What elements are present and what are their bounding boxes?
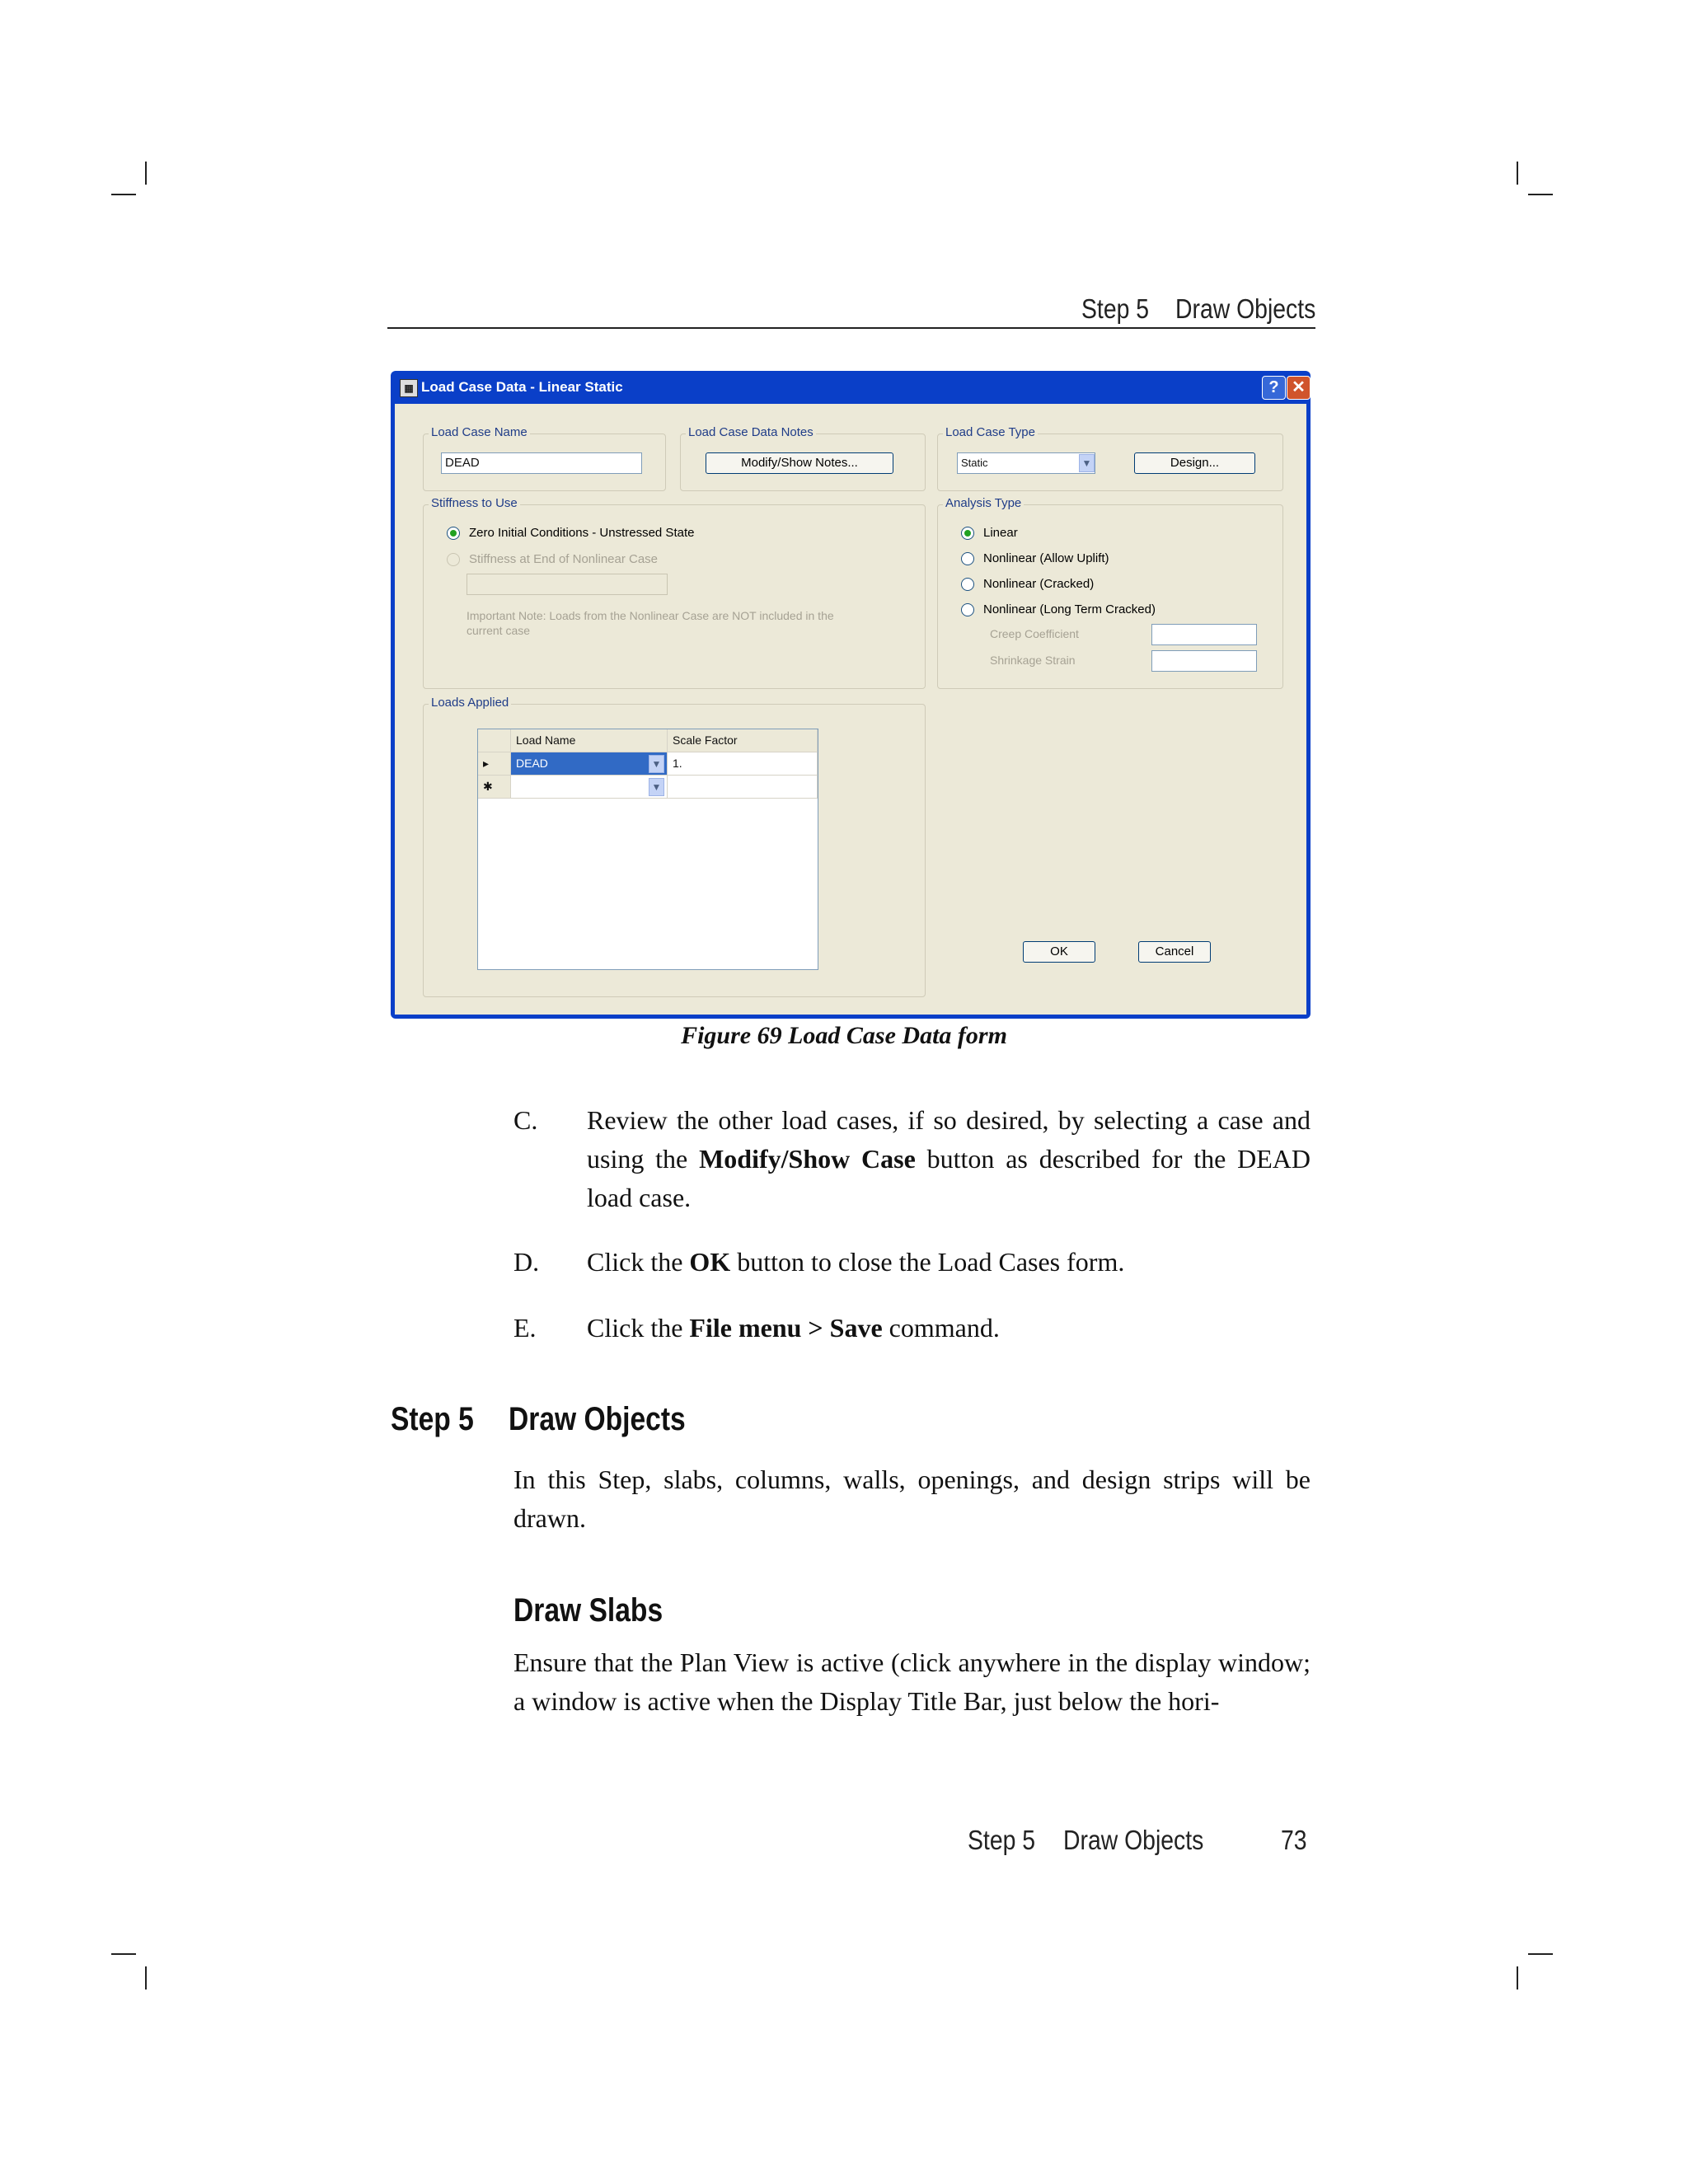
loads-grid[interactable] <box>477 729 818 970</box>
chevron-down-icon[interactable]: ▼ <box>1079 454 1095 472</box>
zero-initial-label: Zero Initial Conditions - Unstressed State <box>469 526 695 540</box>
notes-label: Load Case Data Notes <box>686 425 816 439</box>
item-d-pre: Click the <box>587 1247 690 1277</box>
crop-mark <box>111 1953 136 1955</box>
section-step-label: Step 5 <box>391 1401 474 1437</box>
item-d-letter: D. <box>513 1247 540 1277</box>
header-rule <box>387 327 1315 329</box>
dialog-title: Load Case Data - Linear Static <box>421 379 623 395</box>
stiffness-label: Stiffness to Use <box>429 496 520 510</box>
crop-mark <box>1517 162 1518 185</box>
item-e-bold: File menu > Save <box>689 1313 883 1343</box>
chevron-down-icon[interactable]: ▼ <box>649 778 664 796</box>
linear-radio[interactable] <box>961 527 974 540</box>
item-e-text <box>587 1309 1311 1347</box>
nonlinear-end-radio[interactable] <box>447 553 460 566</box>
running-header-step: Step 5 <box>1081 293 1150 324</box>
new-row-icon: ✱ <box>478 776 511 799</box>
zero-initial-radio[interactable] <box>447 527 460 540</box>
dialog-title-bar[interactable] <box>395 371 1306 404</box>
dialog-client-area <box>395 404 1306 1015</box>
item-e-post: command. <box>882 1313 1000 1343</box>
load-name-cell[interactable]: DEAD <box>511 752 668 776</box>
crop-mark <box>1528 1953 1553 1955</box>
crop-mark <box>145 162 147 185</box>
crop-mark <box>145 1966 147 1990</box>
current-row-icon: ▸ <box>478 752 511 776</box>
app-icon: ▦ <box>400 379 418 397</box>
loads-applied-label: Loads Applied <box>429 696 511 710</box>
chevron-down-icon[interactable]: ▼ <box>649 755 664 773</box>
stiffness-note: Important Note: Loads from the Nonlinear Case are NOT included in the current case <box>467 609 834 637</box>
nonlinear-uplift-label: Nonlinear (Allow Uplift) <box>983 551 1109 565</box>
load-case-type-select[interactable]: Static <box>957 452 1095 474</box>
item-c-letter: C. <box>513 1105 538 1135</box>
section-intro: In this Step, slabs, columns, walls, openings, and design strips will be drawn. <box>513 1465 1311 1533</box>
scale-factor-cell[interactable]: 1. <box>668 752 818 776</box>
load-case-name-label: Load Case Name <box>429 425 530 439</box>
creep-coefficient-label: Creep Coefficient <box>990 627 1079 640</box>
crop-mark <box>111 194 136 195</box>
section-heading: Draw Objects <box>509 1401 686 1437</box>
item-c-pre: Review the other load cases, if so desired, by selecting a case and using the <box>587 1105 1311 1174</box>
shrinkage-strain-label: Shrinkage Strain <box>990 654 1076 667</box>
help-button[interactable]: ? <box>1262 376 1286 400</box>
item-c-bold: Modify/Show Case <box>699 1144 916 1174</box>
subsection-heading: Draw Slabs <box>513 1592 663 1629</box>
load-case-type-label: Load Case Type <box>943 425 1038 439</box>
page-number: 73 <box>1281 1825 1307 1855</box>
item-e-pre: Click the <box>587 1313 690 1343</box>
item-d-bold: OK <box>689 1247 731 1277</box>
item-d-text <box>587 1243 1311 1282</box>
close-button[interactable]: ✕ <box>1287 376 1311 400</box>
running-header-title: Draw Objects <box>1175 293 1316 324</box>
nonlinear-end-label: Stiffness at End of Nonlinear Case <box>469 552 659 566</box>
footer-title: Draw Objects <box>1063 1825 1204 1855</box>
shrinkage-strain-input[interactable] <box>1151 650 1257 672</box>
cancel-button[interactable]: Cancel <box>1138 941 1211 963</box>
nonlinear-case-select[interactable] <box>467 574 668 595</box>
item-c-text <box>587 1101 1311 1217</box>
nonlinear-cracked-radio[interactable] <box>961 578 974 591</box>
crop-mark <box>1528 194 1553 195</box>
load-case-dialog <box>391 371 1311 1019</box>
load-name-column-header[interactable]: Load Name <box>511 729 668 752</box>
modify-show-notes-button[interactable]: Modify/Show Notes... <box>706 452 893 474</box>
grid-corner-cell <box>478 729 511 752</box>
subsection-text: Ensure that the Plan View is active (click anywhere in the display window; a window is active when the Display Title Bar, just below the hori- <box>513 1647 1311 1716</box>
nonlinear-cracked-label: Nonlinear (Cracked) <box>983 577 1095 591</box>
ok-button[interactable]: OK <box>1023 941 1095 963</box>
nonlinear-long-term-radio[interactable] <box>961 603 974 616</box>
new-scale-factor-cell[interactable] <box>668 776 818 799</box>
item-e-letter: E. <box>513 1313 537 1343</box>
analysis-type-label: Analysis Type <box>943 496 1024 510</box>
creep-coefficient-input[interactable] <box>1151 624 1257 645</box>
nonlinear-long-term-label: Nonlinear (Long Term Cracked) <box>983 602 1156 616</box>
design-button[interactable]: Design... <box>1134 452 1255 474</box>
scale-factor-column-header[interactable]: Scale Factor <box>668 729 818 752</box>
load-case-name-input[interactable]: DEAD <box>441 452 642 474</box>
crop-mark <box>1517 1966 1518 1990</box>
linear-label: Linear <box>983 526 1018 540</box>
item-d-post: button to close the Load Cases form. <box>730 1247 1125 1277</box>
item-c-post: button as described for the DEAD load case. <box>587 1144 1311 1212</box>
new-load-name-cell[interactable] <box>511 776 668 799</box>
nonlinear-uplift-radio[interactable] <box>961 552 974 565</box>
footer-step: Step 5 <box>968 1825 1036 1855</box>
figure-caption: Figure 69 Load Case Data form <box>681 1022 1007 1049</box>
